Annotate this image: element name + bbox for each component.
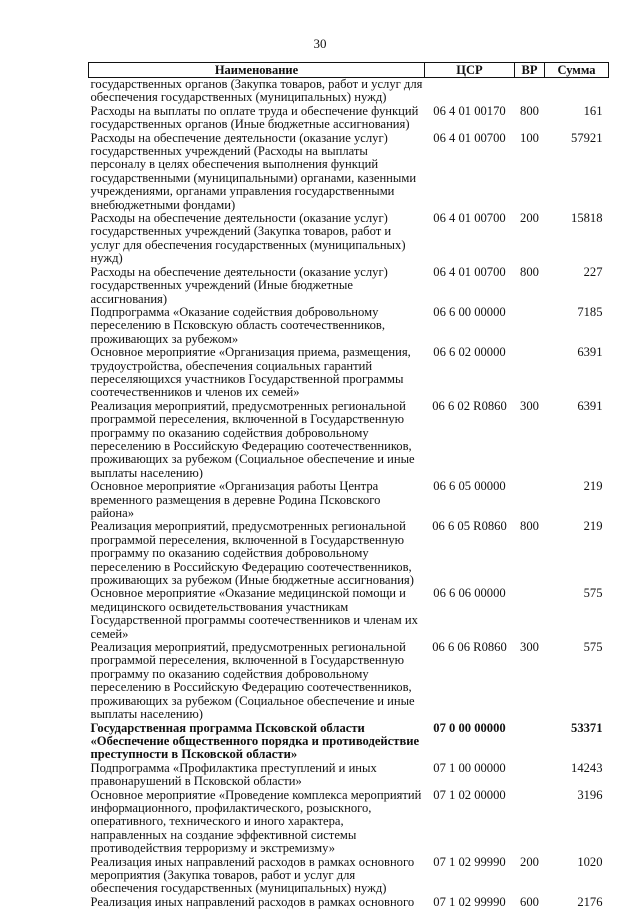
row-name-cell: Подпрограмма «Профилактика преступлений и иных правонарушений в Псковской области»	[89, 762, 425, 789]
row-csr-cell: 07 0 00 00000	[425, 722, 515, 762]
row-vr-cell	[515, 789, 545, 856]
header-name: Наименование	[89, 63, 425, 78]
table-header	[89, 63, 609, 78]
row-sum-cell: 575	[545, 587, 609, 641]
row-csr-cell: 06 4 01 00700	[425, 212, 515, 266]
row-vr-cell	[515, 722, 545, 762]
table-row	[89, 520, 609, 587]
row-csr-cell: 06 4 01 00170	[425, 105, 515, 132]
budget-table	[88, 62, 609, 909]
row-sum-cell: 6391	[545, 400, 609, 480]
row-name-cell: Реализация иных направлений расходов в рамках основного мероприятия (Закупка товаров, работ и услуг для обеспечения государственных (муниципальных) нужд)	[89, 856, 425, 896]
row-sum-cell: 15818	[545, 212, 609, 266]
row-name-cell: Реализация мероприятий, предусмотренных региональной программой переселения, включенной в Государственную программу по оказанию содействия добровольному переселению в Российскую Федерацию соотечественников, проживающих за рубежом (Иные бюджетные ассигнования)	[89, 520, 425, 587]
table-row	[89, 722, 609, 762]
page-number: 30	[0, 36, 640, 52]
header-vr: ВР	[515, 63, 545, 78]
row-sum-cell: 227	[545, 266, 609, 306]
row-sum-cell: 219	[545, 520, 609, 587]
row-vr-cell	[515, 480, 545, 520]
row-name-cell: Основное мероприятие «Проведение комплекса мероприятий информационного, профилактического, розыскного, оперативного, технического и иного характера, направленных на создание эффективной системы противодействия терроризму и экстремизму»	[89, 789, 425, 856]
row-name-cell: Расходы на обеспечение деятельности (оказание услуг) государственных учреждений (Закупка товаров, работ и услуг для обеспечения государственных (муниципальных) нужд)	[89, 212, 425, 266]
row-sum-cell: 1020	[545, 856, 609, 896]
row-sum-cell	[545, 78, 609, 105]
row-sum-cell: 53371	[545, 722, 609, 762]
table-row	[89, 762, 609, 789]
table-row	[89, 346, 609, 400]
table-row	[89, 480, 609, 520]
row-name-cell: Основное мероприятие «Оказание медицинской помощи и медицинского освидетельствования участникам Государственной программы соотечественников и членам их семей»	[89, 587, 425, 641]
row-name-cell: Реализация мероприятий, предусмотренных региональной программой переселения, включенной в Государственную программу по оказанию содействия добровольному переселению в Российскую Федерацию соотечественников, проживающих за рубежом (Социальное обеспечение и иные выплаты населению)	[89, 400, 425, 480]
row-name-cell: Расходы на обеспечение деятельности (оказание услуг) государственных учреждений (Расходы на выплаты персоналу в целях обеспечения выполнения функций государственными (муниципальными) органами, казенными учреждениями, органами управления государственными внебюджетными фондами)	[89, 132, 425, 212]
row-csr-cell: 06 6 05 00000	[425, 480, 515, 520]
row-vr-cell	[515, 78, 545, 105]
row-sum-cell: 14243	[545, 762, 609, 789]
row-vr-cell: 100	[515, 132, 545, 212]
row-name-cell: Расходы на выплаты по оплате труда и обеспечение функций государственных органов (Иные бюджетные ассигнования)	[89, 105, 425, 132]
row-csr-cell	[425, 78, 515, 105]
row-sum-cell: 57921	[545, 132, 609, 212]
row-vr-cell	[515, 762, 545, 789]
row-csr-cell: 07 1 02 99990	[425, 896, 515, 909]
row-csr-cell: 06 6 06 R0860	[425, 641, 515, 721]
table-row	[89, 105, 609, 132]
row-name-cell: государственных органов (Закупка товаров, работ и услуг для обеспечения государственных (муниципальных) нужд)	[89, 78, 425, 105]
row-name-cell: Реализация мероприятий, предусмотренных региональной программой переселения, включенной в Государственную программу по оказанию содействия добровольному переселению в Российскую Федерацию соотечественников, проживающих за рубежом (Социальное обеспечение и иные выплаты населению)	[89, 641, 425, 721]
row-vr-cell: 800	[515, 520, 545, 587]
table-row	[89, 856, 609, 896]
row-csr-cell: 06 6 05 R0860	[425, 520, 515, 587]
row-csr-cell: 06 6 02 00000	[425, 346, 515, 400]
row-vr-cell: 800	[515, 266, 545, 306]
table-row	[89, 132, 609, 212]
table-row	[89, 78, 609, 105]
row-sum-cell: 219	[545, 480, 609, 520]
row-csr-cell: 07 1 02 99990	[425, 856, 515, 896]
table-row	[89, 789, 609, 856]
row-csr-cell: 06 4 01 00700	[425, 132, 515, 212]
row-vr-cell	[515, 346, 545, 400]
row-vr-cell: 200	[515, 212, 545, 266]
row-vr-cell: 600	[515, 896, 545, 909]
row-csr-cell: 06 6 02 R0860	[425, 400, 515, 480]
row-csr-cell: 07 1 00 00000	[425, 762, 515, 789]
row-vr-cell: 300	[515, 400, 545, 480]
table-row	[89, 587, 609, 641]
row-csr-cell: 06 4 01 00700	[425, 266, 515, 306]
row-vr-cell: 300	[515, 641, 545, 721]
row-sum-cell: 575	[545, 641, 609, 721]
row-csr-cell: 07 1 02 00000	[425, 789, 515, 856]
row-csr-cell: 06 6 00 00000	[425, 306, 515, 346]
table-row	[89, 641, 609, 721]
row-csr-cell: 06 6 06 00000	[425, 587, 515, 641]
row-name-cell: Основное мероприятие «Организация работы Центра временного размещения в деревне Родина Псковского района»	[89, 480, 425, 520]
table-row	[89, 266, 609, 306]
header-row	[89, 63, 609, 78]
row-sum-cell: 7185	[545, 306, 609, 346]
row-vr-cell	[515, 306, 545, 346]
row-vr-cell: 800	[515, 105, 545, 132]
row-name-cell: Расходы на обеспечение деятельности (оказание услуг) государственных учреждений (Иные бюджетные ассигнования)	[89, 266, 425, 306]
table-body	[89, 78, 609, 909]
table-row	[89, 306, 609, 346]
row-name-cell: Реализация иных направлений расходов в рамках основного	[89, 896, 425, 909]
table-row	[89, 400, 609, 480]
row-name-cell: Основное мероприятие «Организация приема, размещения, трудоустройства, обеспечения социальных гарантий переселяющихся участников Государственной программы соотечественников и членов их семей»	[89, 346, 425, 400]
header-sum: Сумма	[545, 63, 609, 78]
row-sum-cell: 3196	[545, 789, 609, 856]
row-name-cell: Подпрограмма «Оказание содействия добровольному переселению в Псковскую область соотечественников, проживающих за рубежом»	[89, 306, 425, 346]
header-csr: ЦСР	[425, 63, 515, 78]
table-row	[89, 896, 609, 909]
row-vr-cell: 200	[515, 856, 545, 896]
row-sum-cell: 6391	[545, 346, 609, 400]
table-row	[89, 212, 609, 266]
row-sum-cell: 161	[545, 105, 609, 132]
row-name-cell: Государственная программа Псковской области «Обеспечение общественного порядка и противодействие преступности в Псковской области»	[89, 722, 425, 762]
row-vr-cell	[515, 587, 545, 641]
row-sum-cell: 2176	[545, 896, 609, 909]
